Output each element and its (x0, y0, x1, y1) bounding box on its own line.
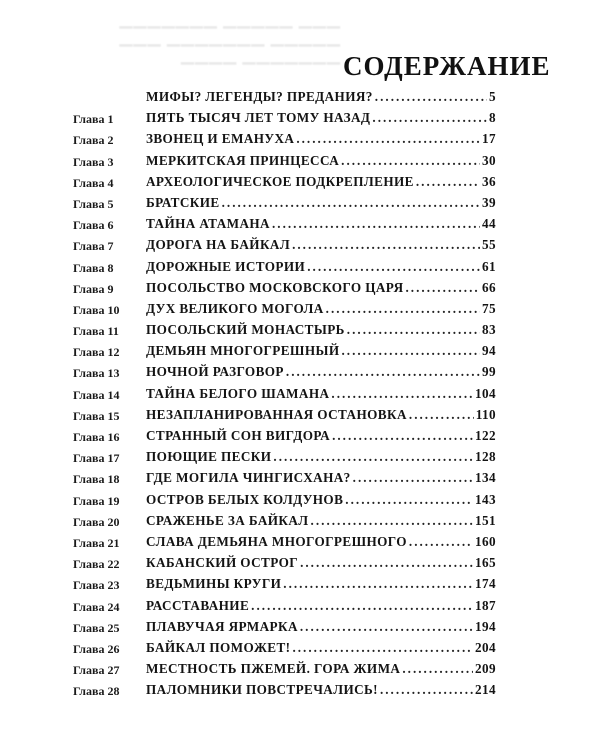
toc-entry (0, 447, 600, 468)
chapter-title: ТАЙНА БЕЛОГО ШАМАНА (146, 385, 330, 401)
dot-leader (402, 659, 473, 679)
dot-leader (286, 362, 480, 382)
toc-entry (0, 574, 600, 595)
entry-line (146, 257, 496, 277)
page-number: 160 (475, 533, 496, 549)
dot-leader (345, 490, 473, 510)
chapter-title: БРАТСКИЕ (146, 194, 220, 210)
dot-leader (375, 87, 487, 107)
dot-leader (292, 638, 473, 658)
page-number: 128 (475, 449, 496, 465)
page-number: 134 (475, 470, 496, 486)
page-number: 17 (482, 131, 496, 147)
dot-leader (409, 532, 473, 552)
dot-leader (311, 511, 473, 531)
chapter-number: Глава 4 (73, 175, 114, 190)
dot-leader (296, 129, 480, 149)
toc-entry (0, 129, 600, 150)
chapter-title: РАССТАВАНИЕ (146, 597, 250, 613)
page-number: 36 (482, 173, 496, 189)
page-number: 122 (475, 428, 496, 443)
page-number: 194 (475, 618, 496, 634)
entry-line (146, 235, 496, 255)
chapter-title: КАБАНСКИЙ ОСТРОГ (146, 555, 299, 571)
entry-line (146, 638, 496, 658)
dot-leader (300, 553, 473, 573)
dot-leader (326, 299, 480, 319)
chapter-number: Глава 22 (73, 557, 120, 572)
chapter-number: Глава 21 (73, 535, 120, 550)
chapter-title: ВЕДЬМИНЫ КРУГИ (146, 576, 282, 592)
toc-entry (0, 320, 600, 341)
entry-line (146, 659, 496, 679)
chapter-title: ПОСОЛЬСКИЙ МОНАСТЫРЬ (146, 322, 345, 338)
chapter-title: ПЛАВУЧАЯ ЯРМАРКА (146, 618, 298, 634)
chapter-title: ПЯТЬ ТЫСЯЧ ЛЕТ ТОМУ НАЗАД (146, 110, 371, 126)
chapter-number: Глава 6 (73, 218, 114, 233)
toc-entry (0, 257, 600, 278)
entry-line (146, 553, 496, 573)
chapter-title: БАЙКАЛ ПОМОЖЕТ! (146, 639, 291, 655)
chapter-title: ОСТРОВ БЕЛЫХ КОЛДУНОВ (146, 491, 344, 507)
chapter-title: НЕЗАПЛАНИРОВАННАЯ ОСТАНОВКА (146, 406, 407, 422)
chapter-title: ДОРОГА НА БАЙКАЛ (146, 237, 291, 253)
chapter-title: СЛАВА ДЕМЬЯНА МНОГОГРЕШНОГО (146, 533, 407, 549)
chapter-number: Глава 18 (73, 472, 120, 487)
page-number: 39 (482, 194, 496, 210)
chapter-title: СТРАННЫЙ СОН ВИГДОРА (146, 428, 331, 443)
entry-line (146, 596, 496, 616)
chapter-number: Глава 27 (73, 663, 120, 678)
page-number: 30 (482, 152, 496, 168)
entry-line (146, 193, 496, 213)
chapter-number: Глава 12 (73, 345, 120, 360)
dot-leader (251, 596, 473, 616)
chapter-number: Глава 7 (73, 239, 114, 254)
chapter-title: СРАЖЕНЬЕ ЗА БАЙКАЛ (146, 512, 309, 528)
dot-leader (222, 193, 480, 213)
chapter-title: МЕСТНОСТЬ ПЖЕМЕЙ. ГОРА ЖИМА (146, 661, 401, 677)
chapter-title: МЕРКИТСКАЯ ПРИНЦЕССА (146, 152, 340, 168)
entry-line (146, 511, 496, 531)
toc-entry (0, 278, 600, 299)
toc-entry (0, 426, 600, 447)
dot-leader (341, 151, 480, 171)
page-number: 209 (475, 661, 496, 677)
page-number: 187 (475, 597, 496, 613)
page-number: 75 (482, 300, 496, 316)
entry-line (146, 362, 496, 382)
toc-entry (0, 214, 600, 235)
chapter-number: Глава 14 (73, 387, 120, 402)
dot-leader (380, 680, 473, 700)
entry-line (146, 490, 496, 510)
chapter-title: ДЕМЬЯН МНОГОГРЕШНЫЙ (146, 343, 340, 359)
chapter-number: Глава 10 (73, 302, 120, 317)
dot-leader (332, 426, 473, 446)
toc-entry (0, 468, 600, 489)
chapter-number: Глава 19 (73, 493, 120, 508)
chapter-title: ДОРОЖНЫЕ ИСТОРИИ (146, 258, 306, 274)
page-title: СОДЕРЖАНИЕ (343, 51, 551, 82)
bleed-through-text: ▔▔▔ ▔▔▔▔▔ ▔▔▔▔▔▔▔ ▔▔▔▔▔ ▔▔▔▔▔▔▔ ▔▔▔ ▔▔▔▔▔▔▔ ▔▔▔▔ (118, 27, 340, 82)
dot-leader (331, 384, 473, 404)
toc-entry (0, 596, 600, 617)
toc-entry (0, 362, 600, 383)
chapter-number: Глава 24 (73, 599, 120, 614)
toc-entry (0, 617, 600, 638)
toc-entry (0, 384, 600, 405)
entry-line (146, 87, 496, 107)
entry-line (146, 108, 496, 128)
dot-leader (341, 341, 480, 361)
page-number: 83 (482, 322, 496, 338)
chapter-number: Глава 2 (73, 133, 114, 148)
dot-leader (409, 405, 474, 425)
page-number: 99 (482, 364, 496, 380)
toc-entry (0, 532, 600, 553)
entry-line (146, 468, 496, 488)
dot-leader (406, 278, 481, 298)
entry-line (146, 426, 496, 446)
chapter-number: Глава 28 (73, 684, 120, 699)
chapter-title: ТАЙНА АТАМАНА (146, 216, 270, 232)
toc-entry (0, 659, 600, 680)
chapter-title: ЗВОНЕЦ И ЕМАНУХА (146, 131, 295, 147)
chapter-number: Глава 15 (73, 408, 120, 423)
entry-line (146, 172, 496, 192)
entry-line (146, 214, 496, 234)
entry-line (146, 532, 496, 552)
entry-line (146, 617, 496, 637)
chapter-number: Глава 11 (73, 324, 119, 339)
toc-entry (0, 108, 600, 129)
entry-line (146, 151, 496, 171)
entry-line (146, 680, 496, 700)
page-number: 66 (482, 279, 496, 295)
dot-leader (292, 235, 480, 255)
chapter-title: ДУХ ВЕЛИКОГО МОГОЛА (146, 300, 324, 316)
toc-entry (0, 553, 600, 574)
entry-line (146, 129, 496, 149)
chapter-title: ПОЮЩИЕ ПЕСКИ (146, 449, 272, 465)
chapter-title: МИФЫ? ЛЕГЕНДЫ? ПРЕДАНИЯ? (146, 89, 373, 104)
toc-entry (0, 405, 600, 426)
toc-entry (0, 87, 600, 108)
toc-entry (0, 151, 600, 172)
chapter-title: АРХЕОЛОГИЧЕСКОЕ ПОДКРЕПЛЕНИЕ (146, 173, 414, 189)
chapter-title: ПАЛОМНИКИ ПОВСТРЕЧАЛИСЬ! (146, 682, 378, 698)
dot-leader (300, 617, 473, 637)
toc-entry (0, 172, 600, 193)
toc-entry (0, 299, 600, 320)
entry-line (146, 405, 496, 425)
chapter-number: Глава 9 (73, 281, 114, 296)
page-number: 204 (475, 639, 496, 655)
chapter-number: Глава 3 (73, 154, 114, 169)
page-number: 8 (489, 110, 496, 126)
chapter-number: Глава 17 (73, 451, 120, 466)
page-number: 143 (475, 491, 496, 507)
dot-leader (273, 447, 473, 467)
chapter-number: Глава 5 (73, 196, 114, 211)
toc-entry (0, 638, 600, 659)
dot-leader (372, 108, 487, 128)
toc-entry (0, 680, 600, 701)
entry-line (146, 320, 496, 340)
toc-entry (0, 511, 600, 532)
toc-entry (0, 235, 600, 256)
dot-leader (307, 257, 480, 277)
page-number: 174 (475, 576, 496, 592)
table-of-contents (0, 87, 600, 701)
entry-line (146, 341, 496, 361)
chapter-number: Глава 20 (73, 514, 120, 529)
dot-leader (347, 320, 480, 340)
chapter-number: Глава 25 (73, 620, 120, 635)
entry-line (146, 278, 496, 298)
chapter-number: Глава 23 (73, 578, 120, 593)
page-number: 44 (482, 216, 496, 232)
dot-leader (272, 214, 480, 234)
page-number: 5 (489, 89, 496, 104)
page-number: 61 (482, 258, 496, 274)
page-number: 151 (475, 512, 496, 528)
entry-line (146, 574, 496, 594)
entry-line (146, 447, 496, 467)
dot-leader (416, 172, 480, 192)
dot-leader (353, 468, 473, 488)
chapter-title: НОЧНОЙ РАЗГОВОР (146, 364, 284, 380)
page-number: 165 (475, 555, 496, 571)
toc-entry (0, 193, 600, 214)
page-number: 55 (482, 237, 496, 253)
page-number: 94 (482, 343, 496, 359)
page-number: 214 (475, 682, 496, 698)
chapter-number: Глава 13 (73, 366, 120, 381)
chapter-number: Глава 26 (73, 641, 120, 656)
page-number: 110 (475, 406, 496, 422)
chapter-number: Глава 16 (73, 430, 120, 444)
page-number: 104 (475, 385, 496, 401)
chapter-title: ГДЕ МОГИЛА ЧИНГИСХАНА? (146, 470, 351, 486)
toc-entry (0, 490, 600, 511)
entry-line (146, 384, 496, 404)
dot-leader (283, 574, 473, 594)
chapter-title: ПОСОЛЬСТВО МОСКОВСКОГО ЦАРЯ (146, 279, 404, 295)
toc-entry (0, 341, 600, 362)
chapter-number: Глава 8 (73, 260, 114, 275)
chapter-number: Глава 1 (73, 112, 114, 127)
entry-line (146, 299, 496, 319)
